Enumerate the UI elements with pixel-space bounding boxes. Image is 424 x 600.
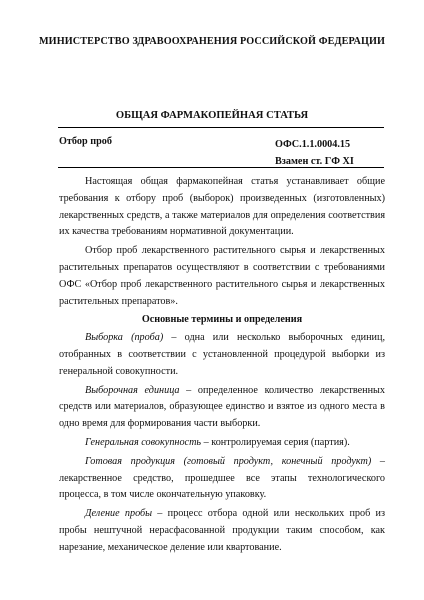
term-text: – определенное количество лекарственных средств или материалов, образующее единство и взятое из одного места в одно время для формирования части выборки. [59,384,385,430]
divider-bottom [58,167,384,168]
term-text: – лекарственное средство, прошедшее все этапы технологического процесса, в том числе окончательную упаковку. [59,455,385,501]
term-definition [59,454,385,504]
term-text: – одна или несколько выборочных единиц, отобранных в соответствии с установленной процедурой выборки из генеральной совокупности. [59,332,385,377]
article-name: Отбор проб [59,136,112,147]
intro-paragraph: Настоящая общая фармакопейная статья устанавливает общие требования к отбору проб (выборок) произведенных (изготовленных) лекарственных средств, а также материалов для определения соответствия их качества требованиям нормативной документации. [59,176,385,238]
term-name: Готовая продукция (готовый продукт, конечный продукт) [85,455,372,467]
term-name: Деление пробы [85,508,153,520]
document-body [59,174,385,559]
term-definition [59,383,385,433]
term-definition [59,435,385,452]
intro-paragraph: Отбор проб лекарственного растительного сырья и лекарственных растительных препаратов осуществляют в соответствии с требованиями ОФС «Отбор проб лекарственного растительного сырья и лекарственных растительных препаратов». [59,245,385,307]
section-heading: Основные термины и определения [141,314,303,326]
ministry-heading: МИНИСТЕРСТВО ЗДРАВООХРАНЕНИЯ РОССИЙСКОЙ ФЕДЕРАЦИИ [38,36,386,47]
term-definition [59,330,385,380]
term-name: Выборка (проба) [85,332,164,344]
term-text: – процесс отбора одной или нескольких проб из пробы нештучной нерасфасованной продукции таким способом, как нарезание, механическое деление или квартование. [59,508,385,553]
term-name: Выборочная единица [85,384,180,396]
article-replaces: Взамен ст. ГФ XI [275,156,354,167]
article-code: ОФС.1.1.0004.15 [275,139,351,150]
document-title: ОБЩАЯ ФАРМАКОПЕЙНАЯ СТАТЬЯ [115,110,309,121]
divider-top [58,127,384,128]
term-definition [59,506,385,556]
term-text: – контролируемая серия (партия). [201,436,350,448]
term-name: Генеральная совокупность [85,436,202,448]
article-code-block [275,136,354,170]
